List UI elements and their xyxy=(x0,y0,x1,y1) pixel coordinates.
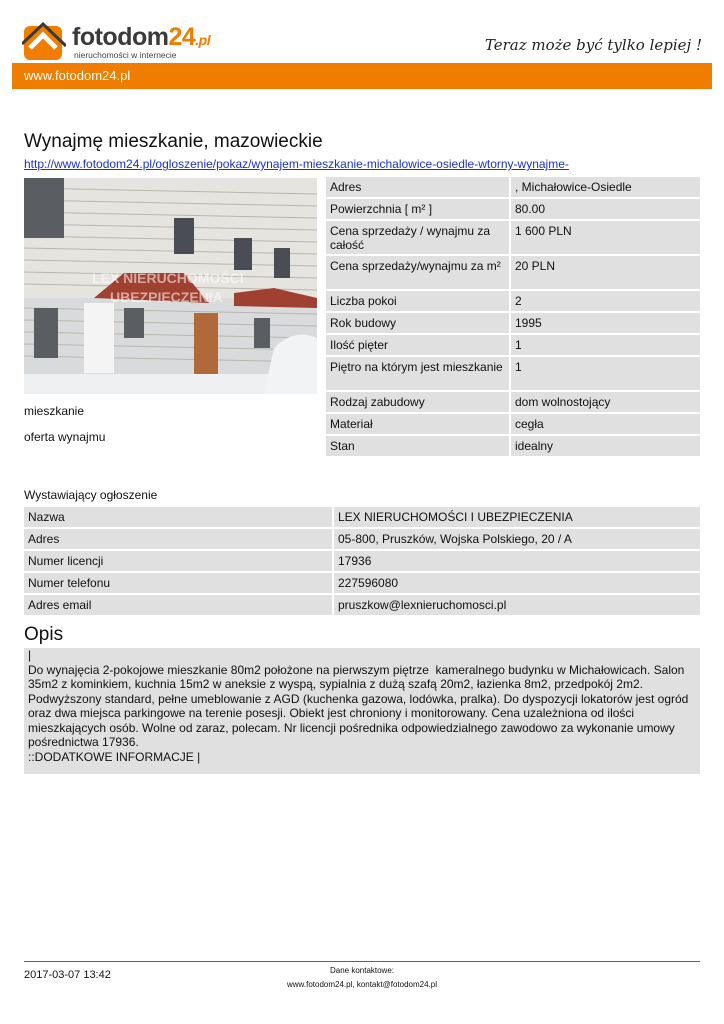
site-link[interactable]: www.fotodom24.pl xyxy=(24,68,131,83)
property-value: 1995 xyxy=(511,313,700,333)
property-value: 80.00 xyxy=(511,199,700,219)
description-text: | Do wynajęcia 2-pokojowe mieszkanie 80m2 położone na pierwszym piętrze kameralnego budynku w Michałowicach. Salon 35m2 z kominkiem, kuchnia 15m2 w aneksie z wyspą, sypialnia z dużą szafą 20m2, łazienka 8m2, przedpokój 2m2. Podwyższony standard, pełne umeblowanie z AGD (kuchenka gazowa, lodówka, pralka). Do dyspozycji lokatorów jest ogród oraz dwa miejsca parkingowe na terenie posesji. Obiekt jest chroniony i monitorowany. Cena uzależniona od ilości mieszkających osób. Wolne od zaraz, polecam. Nr licencji pośrednika odpowiedzialnego zawodowo za wykonanie umowy pośrednictwa 17936. ::DODATKOWE INFORMACJE | xyxy=(24,648,700,774)
property-row xyxy=(326,392,700,412)
footer-date: 2017-03-07 13:42 xyxy=(24,969,111,981)
agent-value[interactable]: 227596080 xyxy=(334,573,700,593)
property-row xyxy=(326,414,700,434)
footer-contact-value[interactable]: www.fotodom24.pl, kontakt@fotodom24.pl xyxy=(287,980,437,989)
property-label: Powierzchnia [ m² ] xyxy=(326,199,509,219)
agent-row xyxy=(24,551,700,571)
property-value: cegła xyxy=(511,414,700,434)
property-label: Rodzaj zabudowy xyxy=(326,392,509,412)
logo-main: fotodom xyxy=(72,23,169,51)
property-value: idealny xyxy=(511,436,700,456)
property-label: Cena sprzedaży / wynajmu za całość xyxy=(326,221,509,254)
watermark-line1: LEX NIERUCHOMOŚCI xyxy=(92,270,244,286)
listing-photo[interactable] xyxy=(24,178,317,394)
footer-rule xyxy=(24,961,700,962)
property-value: 1 xyxy=(511,335,700,355)
property-row xyxy=(326,357,700,390)
agent-value: LEX NIERUCHOMOŚCI I UBEZPIECZENIA xyxy=(334,507,700,527)
agent-row xyxy=(24,595,700,615)
house-photo-image xyxy=(24,178,317,394)
property-label: Rok budowy xyxy=(326,313,509,333)
agent-table xyxy=(24,507,700,617)
agent-label: Numer telefonu xyxy=(24,573,332,593)
agent-label: Adres email xyxy=(24,595,332,615)
footer-contact-label: Dane kontaktowe: xyxy=(329,966,395,975)
property-label: Cena sprzedaży/wynajmu za m² xyxy=(326,256,509,289)
agent-label: Adres xyxy=(24,529,332,549)
property-row xyxy=(326,199,700,219)
property-row xyxy=(326,221,700,254)
agent-value[interactable]: pruszkow@lexnieruchomosci.pl xyxy=(334,595,700,615)
property-label: Stan xyxy=(326,436,509,456)
property-row xyxy=(326,313,700,333)
property-value: dom wolnostojący xyxy=(511,392,700,412)
description-heading: Opis xyxy=(24,624,64,645)
property-label: Piętro na którym jest mieszkanie xyxy=(326,357,509,390)
agent-value: 05-800, Pruszków, Wojska Polskiego, 20 / A xyxy=(334,529,700,549)
agent-row xyxy=(24,573,700,593)
fotodom24-logo[interactable] xyxy=(22,20,222,60)
agent-row xyxy=(24,507,700,527)
category-label: mieszkanie xyxy=(24,404,85,418)
logo-num: 24 xyxy=(168,23,196,51)
agent-label: Nazwa xyxy=(24,507,332,527)
slogan: Teraz może być tylko lepiej ! xyxy=(484,36,702,54)
property-label: Liczba pokoi xyxy=(326,291,509,311)
property-value: 2 xyxy=(511,291,700,311)
property-value: 20 PLN xyxy=(511,256,700,289)
property-table xyxy=(326,177,700,458)
listing-url-link[interactable]: http://www.fotodom24.pl/ogloszenie/pokaz/wynajem-mieszkanie-michalowice-osiedle-wtorny-wynajme- xyxy=(24,157,569,171)
property-row xyxy=(326,177,700,197)
property-row xyxy=(326,256,700,289)
site-bar xyxy=(12,63,712,89)
agent-value: 17936 xyxy=(334,551,700,571)
page-header xyxy=(0,0,724,62)
property-label: Ilość pięter xyxy=(326,335,509,355)
agent-row xyxy=(24,529,700,549)
house-logo-icon xyxy=(22,22,66,62)
property-label: Adres xyxy=(326,177,509,197)
property-value: 1 xyxy=(511,357,700,390)
property-label: Materiał xyxy=(326,414,509,434)
logo-wordmark xyxy=(72,23,210,52)
property-value: 1 600 PLN xyxy=(511,221,700,254)
agent-section-label: Wystawiający ogłoszenie xyxy=(24,488,158,502)
page-title: Wynajmę mieszkanie, mazowieckie xyxy=(24,131,323,152)
logo-tld: .pl xyxy=(195,32,211,48)
property-row xyxy=(326,291,700,311)
logo-tagline: nieruchomości w internecie xyxy=(74,50,177,60)
property-row xyxy=(326,335,700,355)
property-value: , Michałowice-Osiedle xyxy=(511,177,700,197)
property-row xyxy=(326,436,700,456)
watermark-line2: UBEZPIECZENIA xyxy=(110,289,223,305)
offer-type-label: oferta wynajmu xyxy=(24,430,106,444)
agent-label: Numer licencji xyxy=(24,551,332,571)
